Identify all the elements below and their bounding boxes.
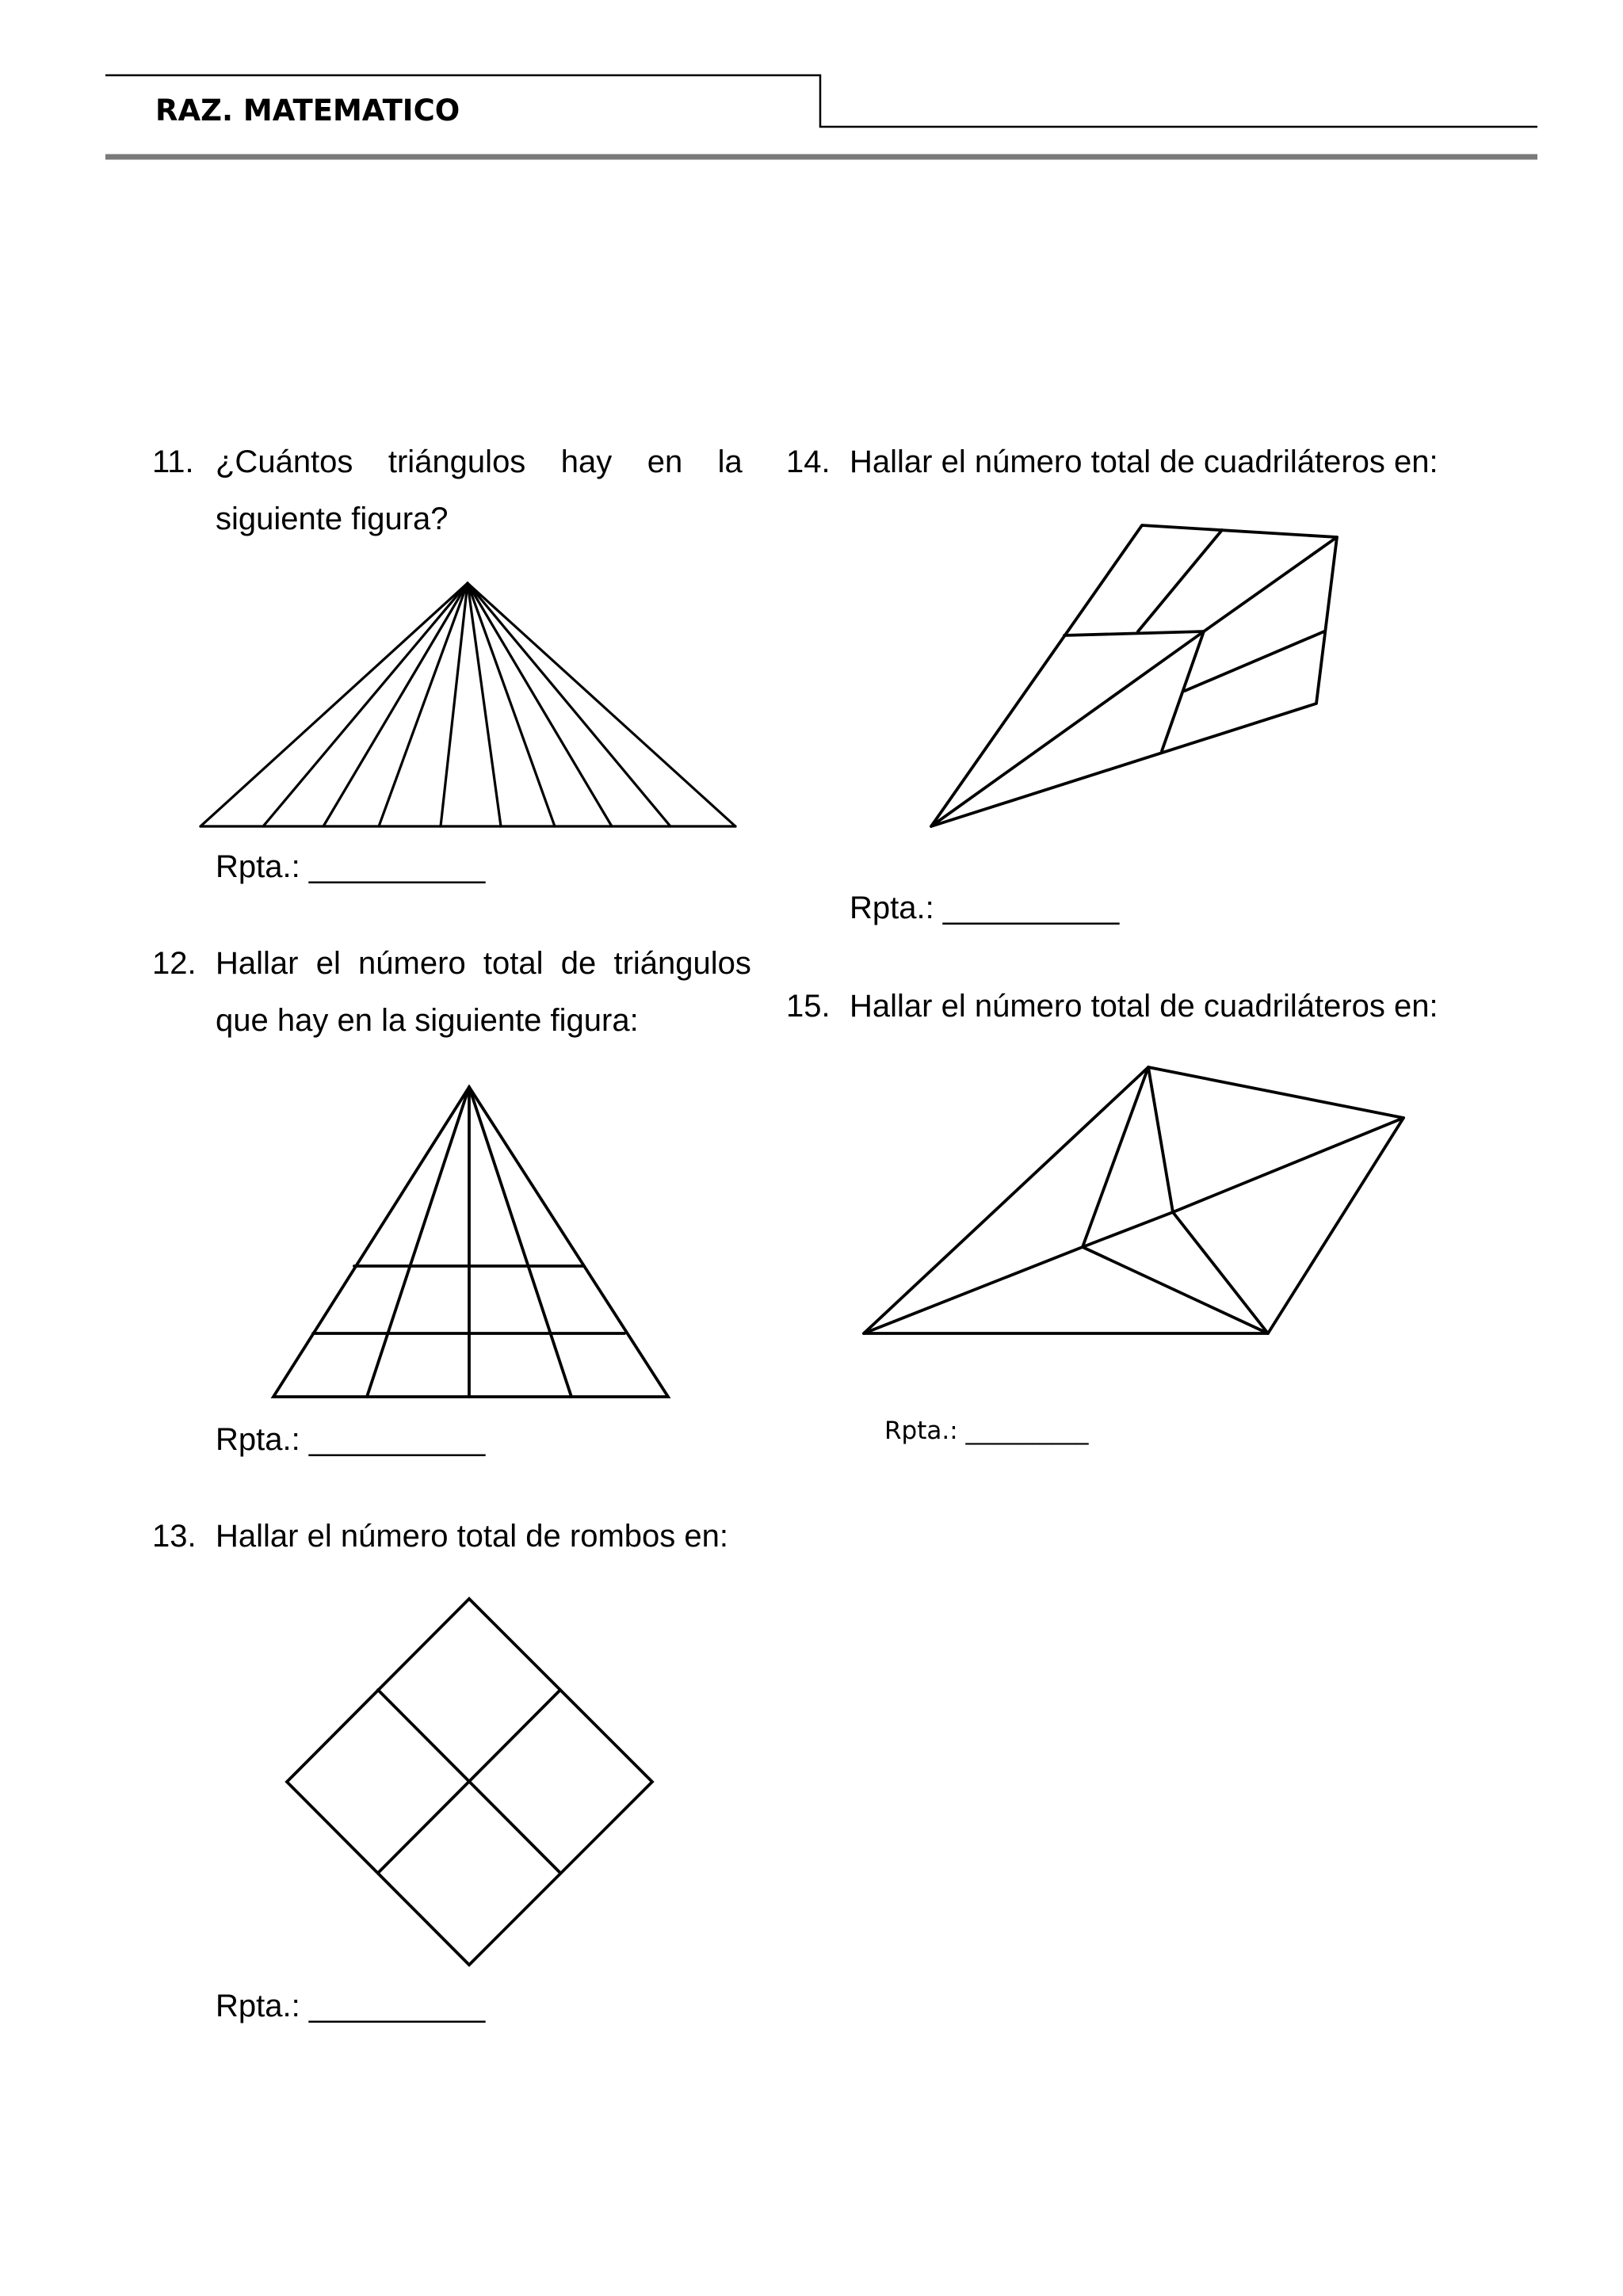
question-number: 14. — [786, 444, 831, 479]
answer-line: Rpta.: __________ — [850, 891, 1120, 925]
question-text-cont: que hay en la siguiente figura: — [216, 1003, 639, 1038]
question-text: Hallar el número total de triángulos — [216, 946, 751, 981]
question-text-cont: siguiente figura? — [216, 502, 449, 536]
question-number: 15. — [786, 989, 831, 1024]
question-number: 12. — [152, 946, 197, 981]
question-text: Hallar el número total de cuadriláteros en: — [850, 444, 1438, 479]
answer-line: Rpta.: __________ — [216, 849, 486, 884]
header-title: RAZ. MATEMATICO — [155, 93, 460, 128]
question-text: Hallar el número total de rombos en: — [216, 1519, 728, 1554]
answer-line: Rpta.: __________ — [216, 1989, 486, 2023]
question-number: 11. — [152, 444, 194, 479]
question-text: Hallar el número total de cuadriláteros en: — [850, 989, 1438, 1024]
question-number: 13. — [152, 1519, 197, 1554]
question-text: ¿Cuántos triángulos hay en la — [216, 444, 743, 479]
answer-line: Rpta.: __________ — [884, 1417, 1089, 1445]
answer-line: Rpta.: __________ — [216, 1422, 486, 1457]
